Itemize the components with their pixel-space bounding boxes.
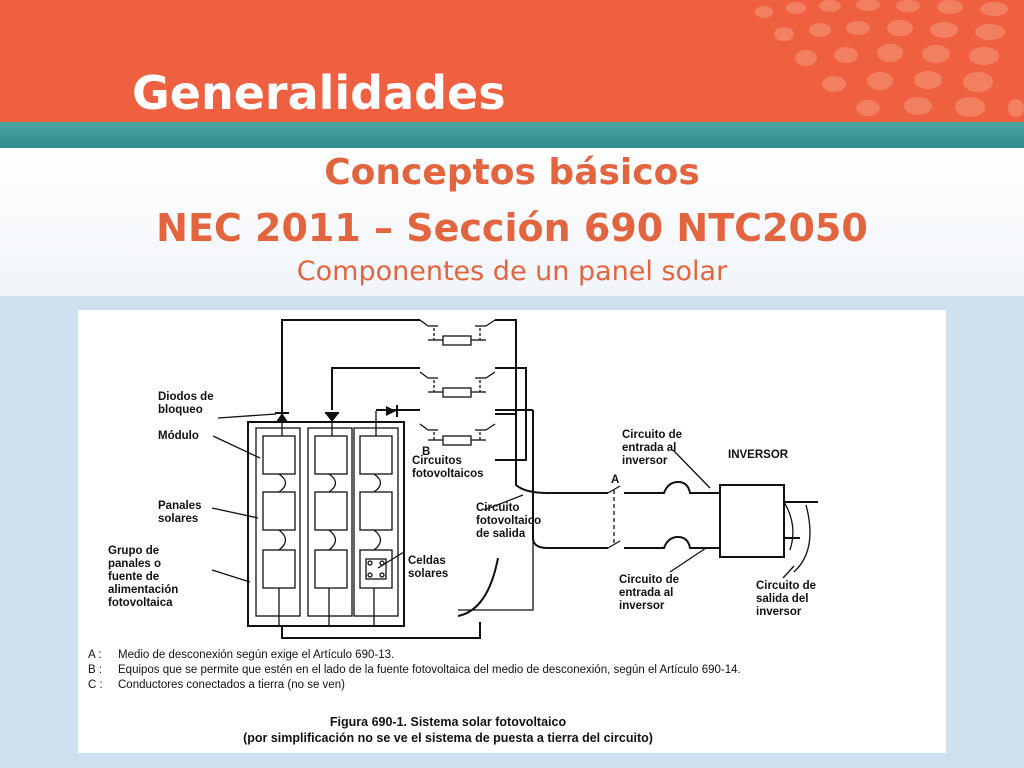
label-circuito-entrada-top: Circuito de entrada al inversor — [622, 429, 683, 467]
label-circuito-salida: Circuito fotovoltaico de salida — [476, 502, 542, 540]
blocking-diode — [275, 413, 289, 422]
label-circuito-salida-inversor: Circuito de salida del inversor — [756, 580, 817, 618]
inverter-box — [720, 485, 784, 557]
slide-title: Generalidades — [132, 66, 506, 120]
blocking-diode — [325, 413, 339, 422]
disconnect-switch-a — [608, 486, 620, 548]
label-circuitos-fv: Circuitos fotovoltaicos — [412, 455, 484, 480]
pointer-arrows — [212, 414, 794, 582]
blocking-diode — [386, 405, 397, 417]
pv-modules — [263, 411, 392, 626]
note-a: A : Medio de desconexión según exige el Artículo 690-13. — [88, 649, 395, 661]
pv-array-group — [248, 422, 404, 626]
label-letter-b: B — [422, 446, 431, 458]
subtitle-standard: NEC 2011 – Sección 690 NTC2050 — [156, 206, 868, 250]
figure-image — [78, 310, 946, 753]
label-paneles: Panales solares — [158, 500, 202, 525]
pv-output-circuit — [516, 414, 608, 493]
label-celdas: Celdas solares — [408, 555, 449, 580]
accent-band — [0, 122, 1024, 148]
label-grupo: Grupo de panales o fuente de alimentación fotovoltaica — [108, 545, 179, 609]
figure-caption: Figura 690-1. Sistema solar fotovoltaico — [329, 715, 567, 729]
label-modulo: Módulo — [158, 430, 199, 442]
note-c: C : Conductores conectados a tierra (no se ven) — [88, 679, 345, 691]
switch-fuse-row — [420, 424, 495, 445]
label-circuito-entrada-bottom: Circuito de entrada al inversor — [619, 574, 680, 612]
note-b: B : Equipos que se permite que estén en el lado de la fuente fotovoltaica del medio de desconexión, según el Artículo 690-14. — [88, 664, 741, 676]
decorative-dot-pattern — [744, 0, 1024, 122]
solar-cells — [366, 559, 386, 579]
label-diodos: Diodos de bloqueo — [158, 391, 214, 416]
pv-system-diagram — [78, 310, 946, 753]
figure-caption-note: (por simplificación no se ve el sistema de puesta a tierra del circuito) — [243, 731, 653, 745]
subtitle-components: Componentes de un panel solar — [296, 256, 728, 287]
switch-fuse-row — [420, 320, 495, 345]
header-bar — [0, 0, 1024, 122]
switch-fuse-row — [420, 372, 495, 397]
subtitle-concepts: Conceptos básicos — [324, 152, 700, 193]
label-letter-a: A — [611, 474, 620, 486]
label-inversor: INVERSOR — [728, 449, 789, 461]
